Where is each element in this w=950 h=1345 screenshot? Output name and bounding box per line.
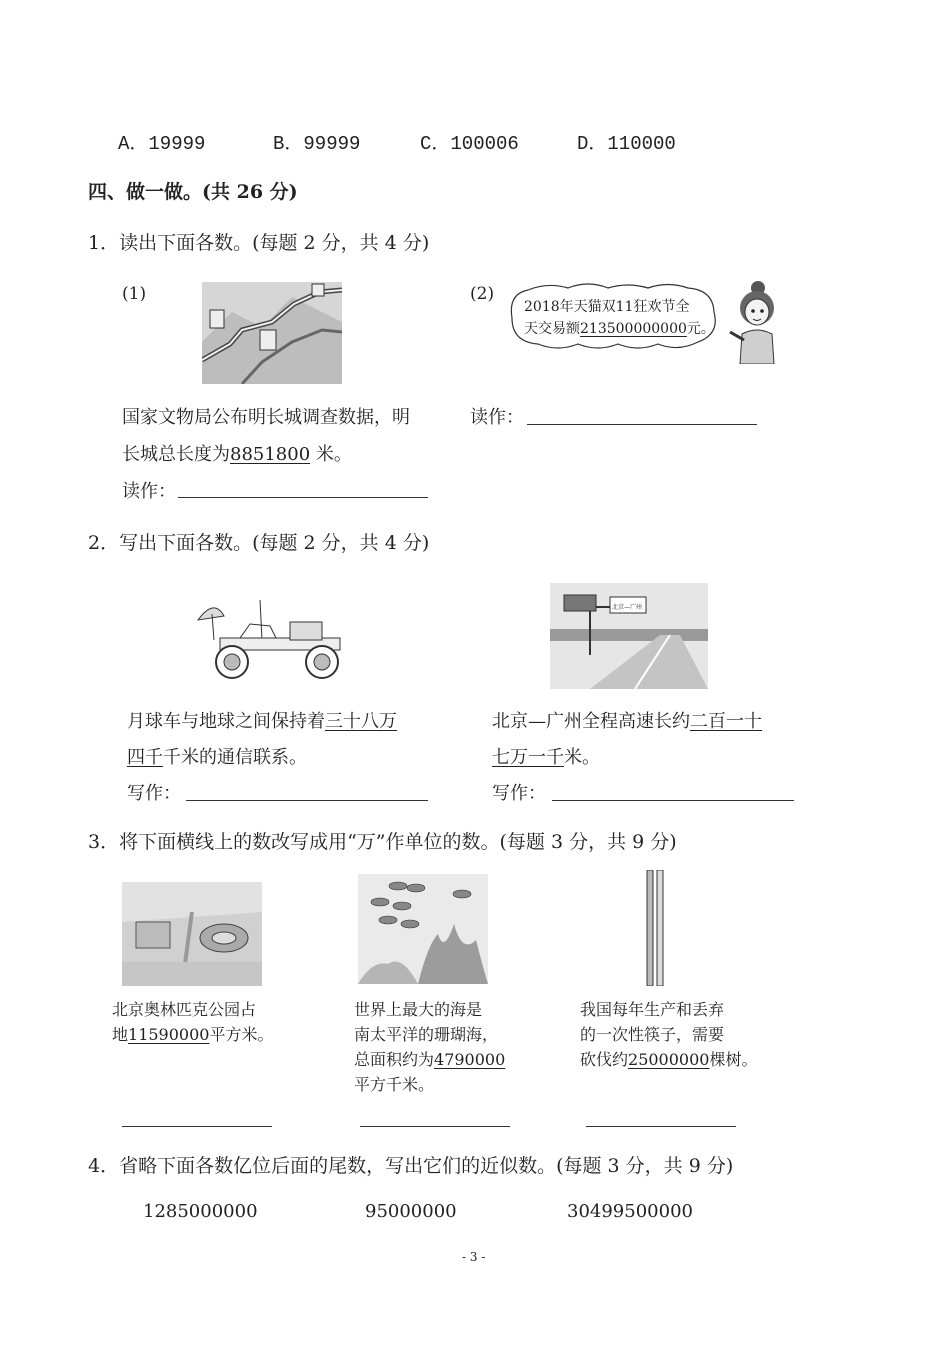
chopsticks-image: [644, 870, 666, 986]
coral-sea-image: [358, 874, 488, 984]
q4-number-1: 1285000000: [143, 1201, 258, 1222]
option-a: A．19999: [118, 133, 206, 155]
q2-a-line2: [127, 743, 307, 769]
q2-a-text-post: 千米的通信联系。: [163, 747, 307, 768]
section-title: 四、做一做。(共 26 分): [88, 181, 298, 203]
q1-part1-number: 8851800: [230, 444, 311, 465]
q2-a-number-part1: 三十八万: [325, 711, 397, 732]
q2-a-number-part2: 四千: [127, 747, 163, 768]
q1-part1-text-line1: 国家文物局公布明长城调查数据，明: [122, 407, 410, 428]
girl-illustration: [728, 278, 786, 364]
q3-a-text-pre: 地: [112, 1025, 129, 1044]
q2-b-answer-line[interactable]: [552, 800, 794, 801]
q3-c-line2: 的一次性筷子，需要: [580, 1025, 725, 1044]
q3-c-number: 25000000: [628, 1050, 710, 1069]
q3-b-line3: [354, 1047, 505, 1070]
q2-a-line1: [127, 707, 397, 733]
bubble-line2: [524, 318, 715, 340]
q1-part1-label: (1): [122, 284, 147, 304]
q1-part1-text-pre: 长城总长度为: [122, 444, 230, 465]
q3-b-line1: 世界上最大的海是: [354, 1000, 483, 1019]
q3-b-line2: 南太平洋的珊瑚海，: [354, 1025, 499, 1044]
q1-part1-text-post: 米。: [310, 444, 352, 465]
q3-a-text-post: 平方米。: [209, 1025, 274, 1044]
option-d: D．110000: [577, 133, 676, 155]
bubble-line1: 2018年天猫双11狂欢节全: [524, 299, 690, 315]
q1-part1-read-label: 读作：: [122, 481, 176, 502]
q3-a-line1: 北京奥林匹克公园占: [112, 1000, 257, 1019]
great-wall-image: [202, 282, 342, 384]
bubble-number: 213500000000: [580, 321, 687, 337]
question-3-title: 3．将下面横线上的数改写成用“万”作单位的数。(每题 3 分，共 9 分): [88, 831, 677, 853]
q3-b-answer-line[interactable]: [360, 1126, 510, 1127]
q4-number-3: 30499500000: [567, 1201, 693, 1222]
highway-image: [550, 583, 708, 689]
q3-c-line1: 我国每年生产和丢弃: [580, 1000, 725, 1019]
option-c: C．100006: [420, 133, 519, 155]
q1-part2-read-label: 读作：: [470, 407, 524, 428]
q1-part1-answer-line[interactable]: [178, 497, 428, 498]
q3-a-number: 11590000: [128, 1025, 210, 1044]
q2-a-text-pre: 月球车与地球之间保持着: [127, 711, 325, 732]
question-1-title: 1．读出下面各数。(每题 2 分，共 4 分): [88, 232, 430, 254]
q2-b-text-post: 米。: [564, 747, 600, 768]
q1-part2-answer-line[interactable]: [527, 424, 757, 425]
olympic-park-image: [122, 882, 262, 986]
q2-b-line1: [492, 707, 762, 733]
q2-b-write-label: 写作：: [492, 783, 546, 804]
question-2-title: 2．写出下面各数。(每题 2 分，共 4 分): [88, 532, 430, 554]
q2-a-write-label: 写作：: [127, 783, 181, 804]
q3-a-answer-line[interactable]: [122, 1126, 272, 1127]
q2-b-number-part2: 七万一千: [492, 747, 564, 768]
q3-c-text-post: 棵树。: [709, 1050, 758, 1069]
q3-b-number: 4790000: [434, 1050, 506, 1069]
bubble-text-pre: 天交易额: [524, 321, 580, 337]
question-4-title: 4．省略下面各数亿位后面的尾数，写出它们的近似数。(每题 3 分，共 9 分): [88, 1155, 734, 1177]
q4-number-2: 95000000: [365, 1201, 457, 1222]
q2-b-text-pre: 北京—广州全程高速长约: [492, 711, 690, 732]
q3-b-line4: 平方千米。: [354, 1075, 435, 1094]
q3-c-text-pre: 砍伐约: [580, 1050, 629, 1069]
q1-part1-text-line2: [122, 440, 352, 466]
q3-a-line2: [112, 1022, 273, 1045]
q3-b-text-pre: 总面积约为: [354, 1050, 435, 1069]
option-b: B．99999: [273, 133, 361, 155]
lunar-rover-image: [180, 580, 360, 686]
q3-c-line3: [580, 1047, 757, 1070]
q2-b-line2: [492, 743, 600, 769]
page-number: - 3 -: [462, 1250, 486, 1264]
q1-part2-label: (2): [470, 284, 495, 304]
q2-b-number-part1: 二百一十: [690, 711, 762, 732]
q3-c-answer-line[interactable]: [586, 1126, 736, 1127]
q2-a-answer-line[interactable]: [186, 800, 428, 801]
sign-text: 北京—广州: [612, 604, 643, 611]
bubble-text-post: 元。: [686, 321, 715, 337]
